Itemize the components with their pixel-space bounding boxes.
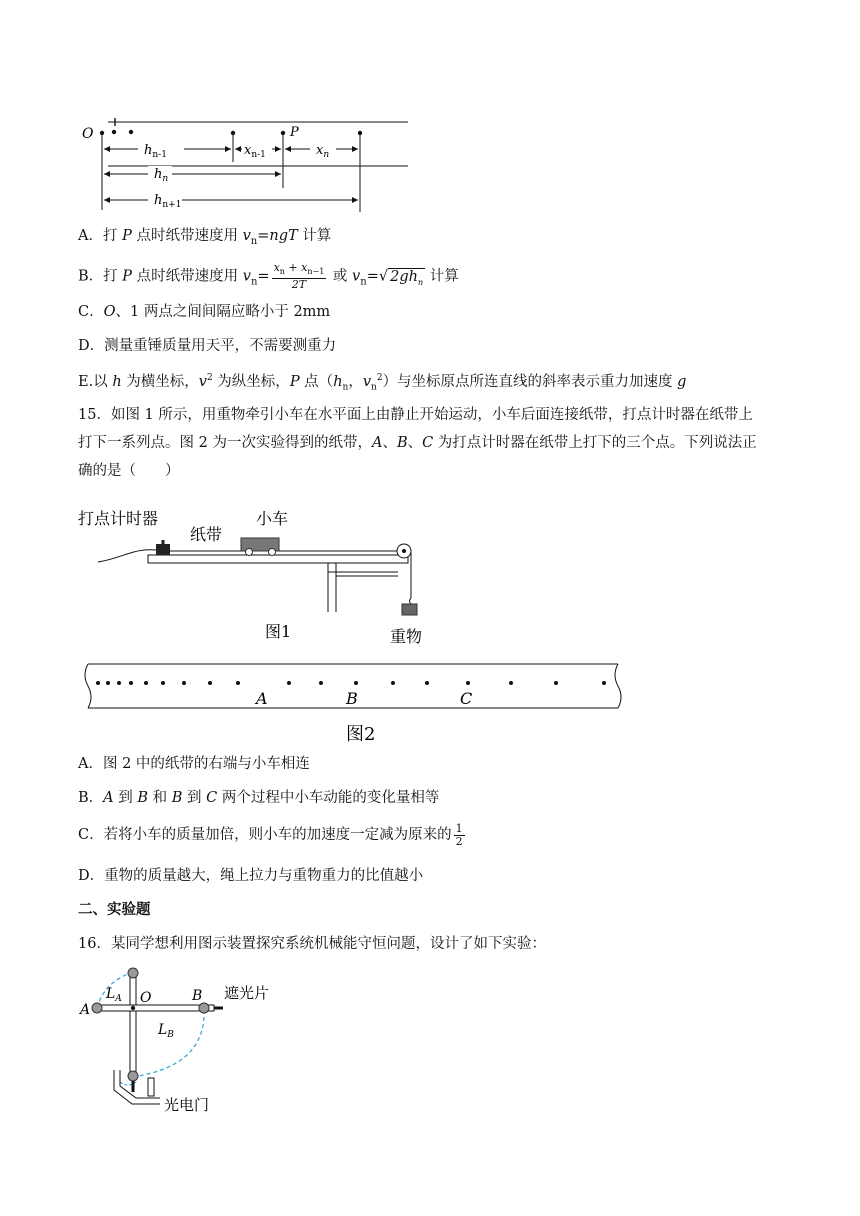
- la-label: $L_A$: [106, 986, 122, 1004]
- velocity-fraction: $\frac{x_n + x_{n-1}}{2T}$: [273, 261, 325, 292]
- lb-label: $L_B$: [158, 1022, 174, 1040]
- tape-measure-figure: [78, 112, 418, 216]
- fig2-caption: 图2: [346, 724, 376, 745]
- dotted-tape-figure: [78, 660, 638, 748]
- q15-option-b[interactable]: B．A 到 B 和 B 到 C 两个过程中小车动能的变化量相等: [78, 790, 440, 806]
- fig1-caption: 图1: [265, 622, 292, 641]
- tape-label: 纸带: [190, 525, 223, 544]
- timer-label: 打点计时器: [78, 509, 159, 528]
- photogate-label: 光电门: [164, 1096, 210, 1114]
- half-fraction: $\frac{1}{2}$: [455, 821, 463, 848]
- q14-option-c[interactable]: C．O、1 两点之间间隔应略小于 2mm: [78, 304, 331, 320]
- weight-label: 重物: [390, 627, 423, 646]
- cart-label: 小车: [256, 509, 289, 528]
- timer-block: [156, 544, 170, 555]
- sqrt-symbol: √: [378, 268, 389, 285]
- h-prev-label: $h_{n-1}$: [144, 143, 167, 160]
- point-a-label: A: [80, 1002, 91, 1018]
- tape-point-a: A: [256, 689, 268, 708]
- h-n-label: $h_n$: [154, 167, 169, 184]
- pendulum-figure: [76, 964, 276, 1124]
- q14-option-d[interactable]: D．测量重锤质量用天平，不需要测重力: [78, 338, 337, 354]
- point-p-label: P: [290, 125, 299, 140]
- x-prev-label: $x_{n-1}$: [244, 143, 266, 160]
- point-o-label: O: [140, 990, 152, 1006]
- section-heading: 二、实验题: [78, 902, 151, 918]
- point-o-label: O: [82, 126, 94, 142]
- q15-option-d[interactable]: D．重物的质量越大，绳上拉力与重物重力的比值越小: [78, 868, 424, 884]
- weight-block: [402, 604, 417, 615]
- point-b-label: B: [192, 988, 203, 1004]
- shutter-label: 遮光片: [224, 984, 270, 1002]
- cart-apparatus-figure: [78, 500, 448, 650]
- q15-option-c[interactable]: C．若将小车的质量加倍，则小车的加速度一定减为原来的 $\frac{1}{2}$: [78, 821, 463, 848]
- q14-option-b[interactable]: B．打 P 点时纸带速度用 $v_n=$ $\frac{x_n + x_{n-1}}{2T}$ 或 $v_n=√$ $2gh_n$ 计算: [78, 261, 459, 292]
- tape-point-b: B: [346, 689, 358, 708]
- q14-option-e[interactable]: E.以 h 为横坐标，$v^2$ 为纵坐标，P 点（$h_n$，$v_n^2$）与坐标原点所连直线的斜率表示重力加速度 g: [78, 373, 687, 393]
- q14-option-a[interactable]: A．打 P 点时纸带速度用 $v_n=ngT$ 计算: [78, 228, 332, 247]
- q15-stem: 15．如图 1 所示，用重物牵引小车在水平面上由静止开始运动，小车后面连接纸带，打点计时器在纸带上 打下一系列点。图 2 为一次实验得到的纸带，A、B、C 为打点计时器在纸带上打下的三个点。下列说法正 确的是（ ）: [78, 407, 757, 479]
- tape-point-c: C: [460, 689, 473, 708]
- h-next-label: $h_{n+1}$: [154, 193, 182, 210]
- x-n-label: $x_n$: [316, 143, 330, 160]
- q16-stem: 16．某同学想利用图示装置探究系统机械能守恒问题，设计了如下实验：: [78, 936, 546, 952]
- q15-option-a[interactable]: A．图 2 中的纸带的右端与小车相连: [78, 756, 310, 772]
